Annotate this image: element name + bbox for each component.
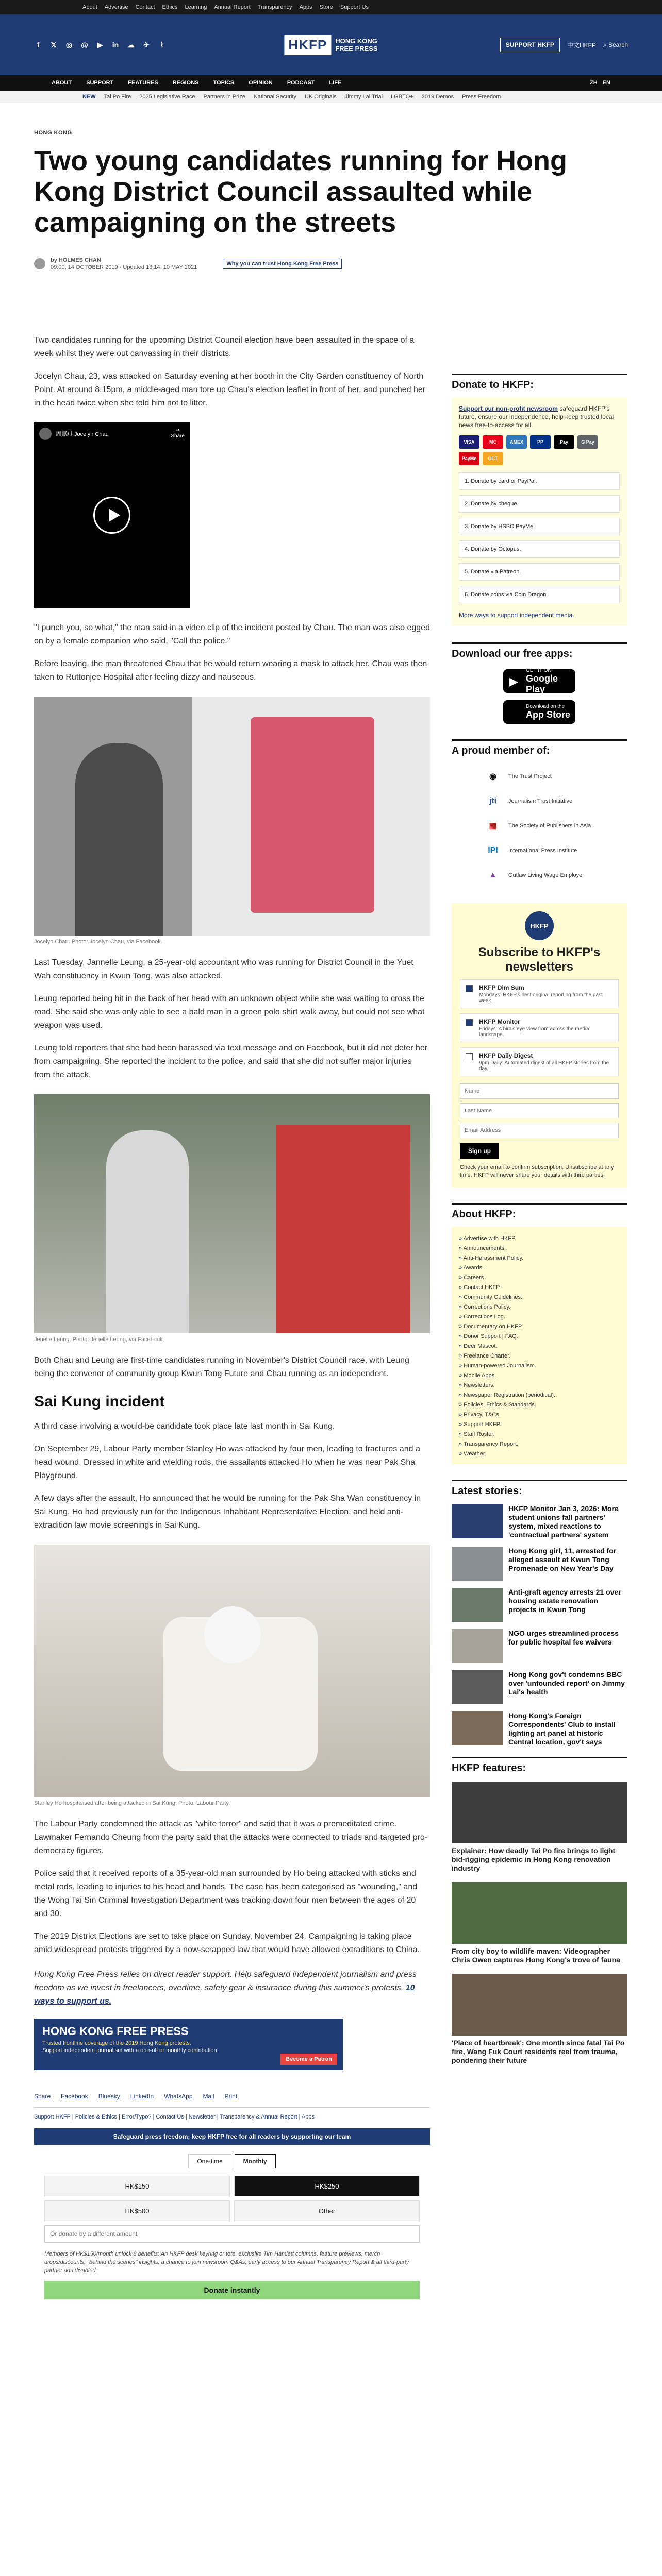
support-link[interactable]: 10 ways to support us. (34, 1984, 415, 2006)
as-small: Download on the (526, 704, 565, 709)
nav-item[interactable]: FEATURES (128, 80, 158, 86)
share-whatsapp[interactable]: WhatsApp (164, 2093, 193, 2100)
gp-small: GET IT ON (526, 667, 552, 673)
donate-intro (459, 404, 620, 429)
checkbox[interactable] (466, 1019, 473, 1026)
member-heading: A proud member of: (452, 739, 627, 757)
feature-title: From city boy to wildlife maven: Videographer Chris Owen captures Hong Kong's trove of fauna (452, 1947, 620, 1964)
trust-project-icon: ◉ (489, 772, 496, 781)
feature-thumbnail (452, 1974, 627, 2036)
about-link[interactable]: » Policies, Ethics & Standards. (459, 1400, 620, 1410)
about-link[interactable]: » Mobile Apps. (459, 1371, 620, 1381)
about-link[interactable]: » Freelance Charter. (459, 1351, 620, 1361)
more-ways-link[interactable]: More ways to support independent media. (459, 612, 574, 619)
share-label: Share (34, 2093, 51, 2100)
utility-link[interactable]: Ethics (162, 4, 178, 10)
play-button[interactable] (93, 497, 130, 534)
donate-option[interactable]: 2. Donate by cheque. (459, 495, 620, 513)
bluesky-icon[interactable]: ☁ (127, 40, 135, 49)
donate-intro-link[interactable]: Support our non-profit newsroom (459, 405, 558, 412)
newsletter-name: HKFP Daily Digest (479, 1052, 533, 1059)
utility-link[interactable]: Advertise (104, 4, 128, 10)
share-linkedin[interactable]: LinkedIn (130, 2093, 154, 2100)
paragraph: Leung told reporters that she had been harassed via text message and on Facebook, but it did not deter her from campaigning. She reported the incident to the police, and said that she did not suffer major injuries from the attack. (34, 1044, 428, 1079)
newsletter-option[interactable] (460, 979, 619, 1008)
features-heading: HKFP features: (452, 1757, 627, 1774)
article-photo (34, 1545, 430, 1797)
applepay-icon: Pay (554, 435, 574, 449)
nav-item[interactable]: REGIONS (172, 80, 199, 86)
video-header (39, 428, 109, 440)
hkfp-logo-icon: HKFP (525, 911, 554, 940)
tab-one-time[interactable]: One-time (188, 2154, 231, 2168)
feature-thumbnail (452, 1782, 627, 1843)
utility-link[interactable]: Contact (135, 4, 155, 10)
about-list (452, 1227, 627, 1464)
feature-title: Explainer: How deadly Tai Po fire brings to light bid-rigging epidemic in Hong Kong renovation industry (452, 1846, 616, 1872)
donation-banner: Safeguard press freedom; keep HKFP free for all readers by supporting our team (34, 2128, 430, 2145)
payme-icon: PayMe (459, 452, 479, 465)
about-link[interactable]: » Awards. (459, 1263, 620, 1273)
about-link[interactable]: » Staff Roster. (459, 1430, 620, 1439)
story-thumbnail (452, 1711, 503, 1745)
story-thumbnail (452, 1547, 503, 1581)
lang-zh[interactable]: ZH (590, 80, 598, 86)
publish-dates: 09:00, 14 OCTOBER 2019 · Updated 13:14, 10 MAY 2021 (51, 264, 197, 270)
become-patron-button[interactable]: Become a Patron (280, 2054, 337, 2065)
photo-caption: Jocelyn Chau. Photo: Jocelyn Chau, via Facebook. (34, 939, 162, 945)
newsletter-option[interactable] (460, 1047, 619, 1076)
rss-icon[interactable]: ⌇ (160, 40, 164, 49)
paragraph: On September 29, Labour Party member Stanley Ho was attacked by four men, leading to fractures and a head wound. Dressed in white and wielding rods, the assailants attacked Ho when he was near Pak Sha Playground. (34, 1445, 420, 1480)
photo-caption: Jenelle Leung. Photo: Jenelle Leung, via Facebook. (34, 1336, 164, 1343)
lang-en[interactable]: EN (602, 80, 610, 86)
amount-option[interactable]: Other (234, 2200, 420, 2221)
paragraph: Last Tuesday, Jannelle Leung, a 25-year-old accountant who was running for District Council in the Yuet Wah constituency in Kwun Tong, was also attacked. (34, 958, 413, 980)
support-note (34, 1968, 430, 2008)
member-name: International Press Institute (508, 848, 577, 854)
members-note: Members of HK$150/month unlock 8 benefits: An HKFP desk keyring or tote, exclusive Tim Hamlett columns, feature previews, merch drops/discounts, "behind the scenes" insights, a chance to join newsroom Q&As, early access to our Annual Transparency Report & all third-party partner ads disabled. (44, 2251, 409, 2274)
signup-button[interactable]: Sign up (460, 1143, 499, 1159)
threads-icon[interactable]: @ (81, 41, 88, 49)
byline (34, 257, 627, 271)
google-play-badge[interactable] (503, 669, 575, 693)
story-item[interactable] (452, 1547, 627, 1581)
newsletter-name: HKFP Monitor (479, 1018, 520, 1025)
feature-item[interactable] (452, 1974, 627, 2065)
story-title: Hong Kong's Foreign Correspondents' Club to install lighting art panel at historic Central location, gov't says (508, 1711, 616, 1746)
top-utility-bar (0, 0, 662, 14)
story-item[interactable] (452, 1711, 627, 1747)
paragraph: Police said that it received reports of a 35-year-old man surrounded by Ho being attacked with sticks and metal rods, leading to injuries to his head and hands. The case has been categorised as "wounding," and the Wong Tai Sin Criminal Investigation Department was tracking down four men between the ages of 20 and 30. (34, 1869, 418, 1918)
story-thumbnail (452, 1670, 503, 1704)
trust-link[interactable]: Why you can trust Hong Kong Free Press (223, 259, 342, 269)
about-link[interactable]: » Privacy, T&Cs. (459, 1410, 620, 1420)
nav-item[interactable]: PODCAST (287, 80, 315, 86)
author-name[interactable]: by HOLMES CHAN (51, 257, 101, 263)
donate-intro-text: safeguard HKFP's future, ensure our independence, help keep trusted local news free-to-access for all. (459, 405, 614, 429)
donate-option[interactable]: 3. Donate by HSBC PayMe. (459, 518, 620, 535)
article-photo (34, 1094, 430, 1333)
donate-option[interactable]: 1. Donate by card or PayPal. (459, 472, 620, 490)
paragraph: Jocelyn Chau, 23, was attacked on Saturday evening at her booth in the City Garden constituency of North Point. At around 8:15pm, a middle-aged man tore up Chau's election leaflet in front of her, and punched her in the head twice when she told him not to litter. (34, 372, 426, 408)
article-body (34, 334, 430, 2299)
about-link[interactable]: » Announcements. (459, 1244, 620, 1253)
amount-option-selected[interactable]: HK$250 (234, 2176, 420, 2196)
about-link[interactable]: » Newspaper Registration (periodical). (459, 1391, 620, 1400)
story-item[interactable] (452, 1588, 627, 1622)
site-header (0, 14, 662, 75)
about-link[interactable]: » Deer Mascot. (459, 1342, 620, 1351)
mastercard-icon: MC (483, 435, 503, 449)
member-name: Journalism Trust Initiative (508, 798, 573, 804)
newsletter-option[interactable] (460, 1013, 619, 1042)
email-input[interactable] (460, 1123, 619, 1138)
story-item[interactable] (452, 1629, 627, 1663)
ticker-item[interactable]: Partners in Prize (203, 93, 245, 100)
as-name: App Store (526, 709, 571, 720)
custom-amount-input[interactable] (44, 2225, 420, 2243)
search-label: Search (608, 41, 628, 48)
jti-icon: jti (489, 796, 497, 805)
site-logo[interactable] (284, 35, 377, 55)
video-share-label: Share (171, 433, 185, 439)
paragraph: Both Chau and Leung are first-time candidates running in November's District Council race, with Leung being the convenor of community group Kwun Tong Future and Chau running as an independent. (34, 1356, 409, 1378)
donate-now-button[interactable]: Donate instantly (44, 2281, 420, 2299)
person-figure (106, 1130, 189, 1333)
about-heading: About HKFP: (452, 1203, 627, 1221)
social-links (34, 41, 166, 49)
story-title: Hong Kong gov't condemns BBC over 'unfounded report' on Jimmy Lai's health (508, 1670, 625, 1696)
member-logo[interactable] (483, 838, 627, 863)
donate-box (452, 397, 627, 626)
app-badges (452, 669, 627, 724)
member-logos (452, 764, 627, 888)
story-item[interactable] (452, 1670, 627, 1704)
donate-option[interactable]: 6. Donate coins via Coin Dragon. (459, 586, 620, 603)
google-play-icon: ▶ (509, 675, 518, 688)
newsletter-note: Check your email to confirm subscription. Unsubscribe at any time. HKFP will never share your details with third parties. (460, 1164, 614, 1178)
paragraph: Two candidates running for the upcoming District Council election have been assaulted in the space of a week whilst they were out canvassing in their districts. (34, 336, 415, 358)
nav-item[interactable]: ABOUT (52, 80, 72, 86)
paragraph: The Labour Party condemned the attack as "white terror" and said that it was a premeditated crime. Lawmaker Fernando Cheung from the party said that the attacks were connected to triads and targeted pro-democracy figures. (34, 1820, 428, 1855)
search-icon: ⌕ (603, 41, 607, 48)
story-title: Anti-graft agency arrests 21 over housing estate renovation projects in Kwun Tong (508, 1588, 621, 1614)
share-icon: ↪ (175, 428, 180, 433)
utility-link[interactable]: Transparency (257, 4, 292, 10)
story-title: Hong Kong girl, 11, arrested for alleged assault at Kwun Tong Promenade on New Year's Day (508, 1547, 617, 1572)
amount-grid (34, 2176, 430, 2221)
newsletter-desc: Mondays: HKFP's best original reporting from the past week. (479, 992, 603, 1004)
share-bluesky[interactable]: Bluesky (98, 2093, 120, 2100)
story-title: NGO urges streamlined process for public hospital fee waivers (508, 1629, 619, 1646)
about-link[interactable]: » Corrections Policy. (459, 1302, 620, 1312)
nav-item[interactable]: SUPPORT (86, 80, 114, 86)
nav-item[interactable]: OPINION (249, 80, 273, 86)
author-avatar (34, 258, 45, 269)
main-nav (0, 75, 662, 91)
youtube-icon[interactable]: ▶ (97, 40, 103, 49)
ticker-item[interactable]: Tai Po Fire (104, 93, 131, 100)
member-logo[interactable] (483, 814, 627, 838)
topic-ticker (0, 91, 662, 103)
article-photo (34, 697, 430, 936)
amount-option[interactable]: HK$500 (44, 2200, 230, 2221)
member-logo[interactable] (483, 863, 627, 888)
member-logo[interactable] (483, 764, 627, 789)
share-mail[interactable]: Mail (203, 2093, 214, 2100)
video-embed[interactable] (34, 422, 190, 608)
support-note-text: Hong Kong Free Press relies on direct reader support. Help safeguard independent journalism and press freedom as we invest in freelancers, overtime, safety gear & insurance during this summer's protests. (34, 1970, 417, 1992)
newsletter-name: HKFP Dim Sum (479, 984, 524, 991)
byline-text (51, 257, 197, 271)
latest-heading: Latest stories: (452, 1480, 627, 1497)
story-item[interactable] (452, 1504, 627, 1539)
feature-list (452, 1782, 627, 2065)
story-thumbnail (452, 1629, 503, 1663)
feature-item[interactable] (452, 1882, 627, 1964)
donation-module (34, 2128, 430, 2299)
bandaged-head (204, 1606, 261, 1663)
utility-link[interactable]: Support Us (340, 4, 369, 10)
about-link[interactable]: » Corrections Log. (459, 1312, 620, 1322)
amex-icon: AMEX (506, 435, 527, 449)
paragraph: A third case involving a would-be candidate took place late last month in Sai Kung. (34, 1422, 335, 1431)
payment-methods (459, 435, 620, 465)
article-category[interactable]: HONG KONG (34, 130, 72, 136)
facebook-icon[interactable]: f (37, 41, 40, 49)
googlepay-icon: G Pay (577, 435, 598, 449)
story-title: HKFP Monitor Jan 3, 2026: More student unions fall partners' system, mixed reactions to 'contractual partners' system (508, 1504, 619, 1539)
checkbox[interactable] (466, 985, 473, 992)
utility-link[interactable]: Store (319, 4, 333, 10)
member-name: Outlaw Living Wage Employer (508, 872, 584, 878)
sopa-icon: ▦ (489, 822, 497, 831)
member-logo[interactable] (483, 789, 627, 814)
feature-title: 'Place of heartbreak': One month since fatal Tai Po fire, Wang Fuk Court residents reel from trauma, pondering their future (452, 2039, 625, 2064)
story-thumbnail (452, 1588, 503, 1622)
newsletter-box (452, 903, 627, 1188)
share-print[interactable]: Print (224, 2093, 238, 2100)
chinese-site-link[interactable]: 中文HKFP (567, 41, 596, 49)
gp-name: Google Play (526, 673, 558, 694)
about-link[interactable]: » Advertise with HKFP. (459, 1234, 620, 1244)
promo-line: Trusted frontline coverage of the 2019 Hong Kong protests. (42, 2040, 191, 2046)
linkedin-icon[interactable]: in (112, 41, 119, 49)
section-subhead: Sai Kung incident (34, 1393, 165, 1410)
search-button[interactable] (603, 41, 628, 49)
promo-line: Support independent journalism with a one-off or monthly contribution (42, 2047, 217, 2054)
telegram-icon[interactable]: ✈ (143, 40, 150, 49)
share-facebook[interactable]: Facebook (61, 2093, 88, 2100)
about-link[interactable]: » Weather. (459, 1449, 620, 1459)
last-name-input[interactable] (460, 1103, 619, 1118)
octopus-icon: OCT (483, 452, 503, 465)
video-avatar (39, 428, 52, 440)
ticker-item[interactable]: UK Originals (304, 93, 337, 100)
paypal-icon: PP (530, 435, 551, 449)
utility-link[interactable]: About (82, 4, 97, 10)
paragraph: Leung reported being hit in the back of her head with an unknown object while she was waiting to cross the road. She said she was only able to see a bald man in a green polo shirt walk away, but could not see what weapon was used. (34, 994, 425, 1030)
story-thumbnail (452, 1504, 503, 1538)
logo-line-2: FREE PRESS (335, 45, 378, 53)
paragraph: "I punch you, so what," the man said in a video clip of the incident posted by Chau. The man was also egged on by a female companion who said, "Call the police." (34, 623, 430, 646)
newsletter-title: Subscribe to HKFP's newsletters (478, 945, 601, 974)
app-store-badge[interactable] (503, 700, 575, 724)
ticker-new-label: NEW (82, 93, 96, 100)
about-link[interactable]: » Donor Support | FAQ. (459, 1332, 620, 1342)
instagram-icon[interactable]: ◎ (65, 40, 73, 49)
article-headline: Two young candidates running for Hong Kong District Council assaulted while campaigning on the streets (34, 145, 567, 238)
donate-option[interactable]: 4. Donate by Octopus. (459, 540, 620, 558)
campaign-poster (251, 717, 374, 913)
feature-thumbnail (452, 1882, 627, 1944)
member-name: The Trust Project (508, 773, 552, 779)
donate-option[interactable]: 5. Donate via Patreon. (459, 563, 620, 581)
paragraph: A few days after the assault, Ho announced that he would be running for the Pak Sha Wan constituency in Sai Kung. Ho had previously run for the Indigenous Inhabitant Representative Election, and held anti-extradition law movie screenings in Sai Kung. (34, 1494, 421, 1530)
donate-now-wrap (34, 2281, 430, 2299)
ticker-item[interactable]: National Security (253, 93, 296, 100)
latest-stories (452, 1504, 627, 1747)
donate-heading: Donate to HKFP: (452, 374, 627, 391)
video-user: 周嘉琪 Jocelyn Chau (56, 431, 109, 437)
ticker-item[interactable]: Jimmy Lai Trial (344, 93, 383, 100)
utility-links (82, 4, 369, 10)
ticker-item[interactable]: 2019 Demos (421, 93, 454, 100)
person-figure (75, 743, 163, 936)
utility-link[interactable]: Apps (299, 4, 312, 10)
about-link[interactable]: » Anti-Harassment Policy. (459, 1253, 620, 1263)
newsletter-desc: 9pm Daily: Automated digest of all HKFP stories from the day. (479, 1060, 609, 1072)
twitter-icon[interactable]: 𝕏 (51, 40, 57, 49)
ticker-item[interactable]: Press Freedom (462, 93, 501, 100)
video-share-button[interactable] (171, 428, 185, 439)
apps-heading: Download our free apps: (452, 642, 627, 660)
member-name: The Society of Publishers in Asia (508, 823, 591, 829)
article-header (34, 130, 627, 271)
donation-tabs (34, 2154, 430, 2168)
logo-line-1: HONG KONG (335, 37, 377, 45)
ticker-item[interactable]: 2025 Legislative Race (139, 93, 195, 100)
share-row (34, 2093, 430, 2100)
paragraph: Before leaving, the man threatened Chau that he would return wearing a mask to attack her. Chau was then taken to Ruttonjee Hospital after feeling dizzy and nauseous. (34, 659, 427, 682)
campaign-banner (276, 1125, 410, 1333)
feature-item[interactable] (452, 1782, 627, 1873)
language-switch (590, 80, 610, 86)
nav-item[interactable]: TOPICS (213, 80, 235, 86)
ticker-item[interactable]: LGBTQ+ (391, 93, 413, 100)
header-actions (500, 38, 628, 52)
tab-monthly[interactable]: Monthly (235, 2154, 276, 2168)
logo-mark: HKFP (284, 35, 331, 55)
about-link[interactable]: » Documentary on HKFP. (459, 1322, 620, 1332)
about-link[interactable]: » Transparency Report. (459, 1439, 620, 1449)
about-link[interactable]: » Careers. (459, 1273, 620, 1283)
visa-icon: VISA (459, 435, 479, 449)
logo-text (335, 37, 377, 53)
newsletter-desc: Fridays: A bird's eye view from across the media landscape. (479, 1026, 589, 1038)
checkbox[interactable] (466, 1053, 473, 1060)
ipi-icon: IPI (488, 846, 498, 855)
nav-item[interactable]: LIFE (329, 80, 342, 86)
about-link[interactable]: » Contact HKFP. (459, 1283, 620, 1293)
utility-link[interactable]: Annual Report (214, 4, 251, 10)
about-link[interactable]: » Community Guidelines. (459, 1293, 620, 1302)
about-link[interactable]: » Support HKFP. (459, 1420, 620, 1430)
photo-caption: Stanley Ho hospitalised after being attacked in Sai Kung. Photo: Labour Party. (34, 1800, 230, 1806)
support-hkfp-button[interactable]: SUPPORT HKFP (500, 38, 560, 52)
footer-breadcrumbs[interactable]: Support HKFP | Policies & Ethics | Error/Typo? | Contact Us | Newsletter | Transparency & Annual Report | Apps (34, 2107, 430, 2120)
utility-link[interactable]: Learning (185, 4, 207, 10)
promo-title: HONG KONG FREE PRESS (42, 2025, 189, 2038)
paragraph: The 2019 District Elections are set to take place on Sunday, November 24. Campaigning is taking place amid widespread protests triggered by a now-scrapped law that would have allowed extraditions to China. (34, 1932, 420, 1954)
about-link[interactable]: » Newsletters. (459, 1381, 620, 1391)
sidebar (452, 374, 627, 2065)
first-name-input[interactable] (460, 1083, 619, 1099)
living-wage-icon: ▲ (489, 871, 497, 879)
patron-promo-banner[interactable] (34, 2019, 343, 2070)
amount-option[interactable]: HK$150 (44, 2176, 230, 2196)
about-link[interactable]: » Human-powered Journalism. (459, 1361, 620, 1371)
custom-amount-wrap (34, 2225, 430, 2243)
